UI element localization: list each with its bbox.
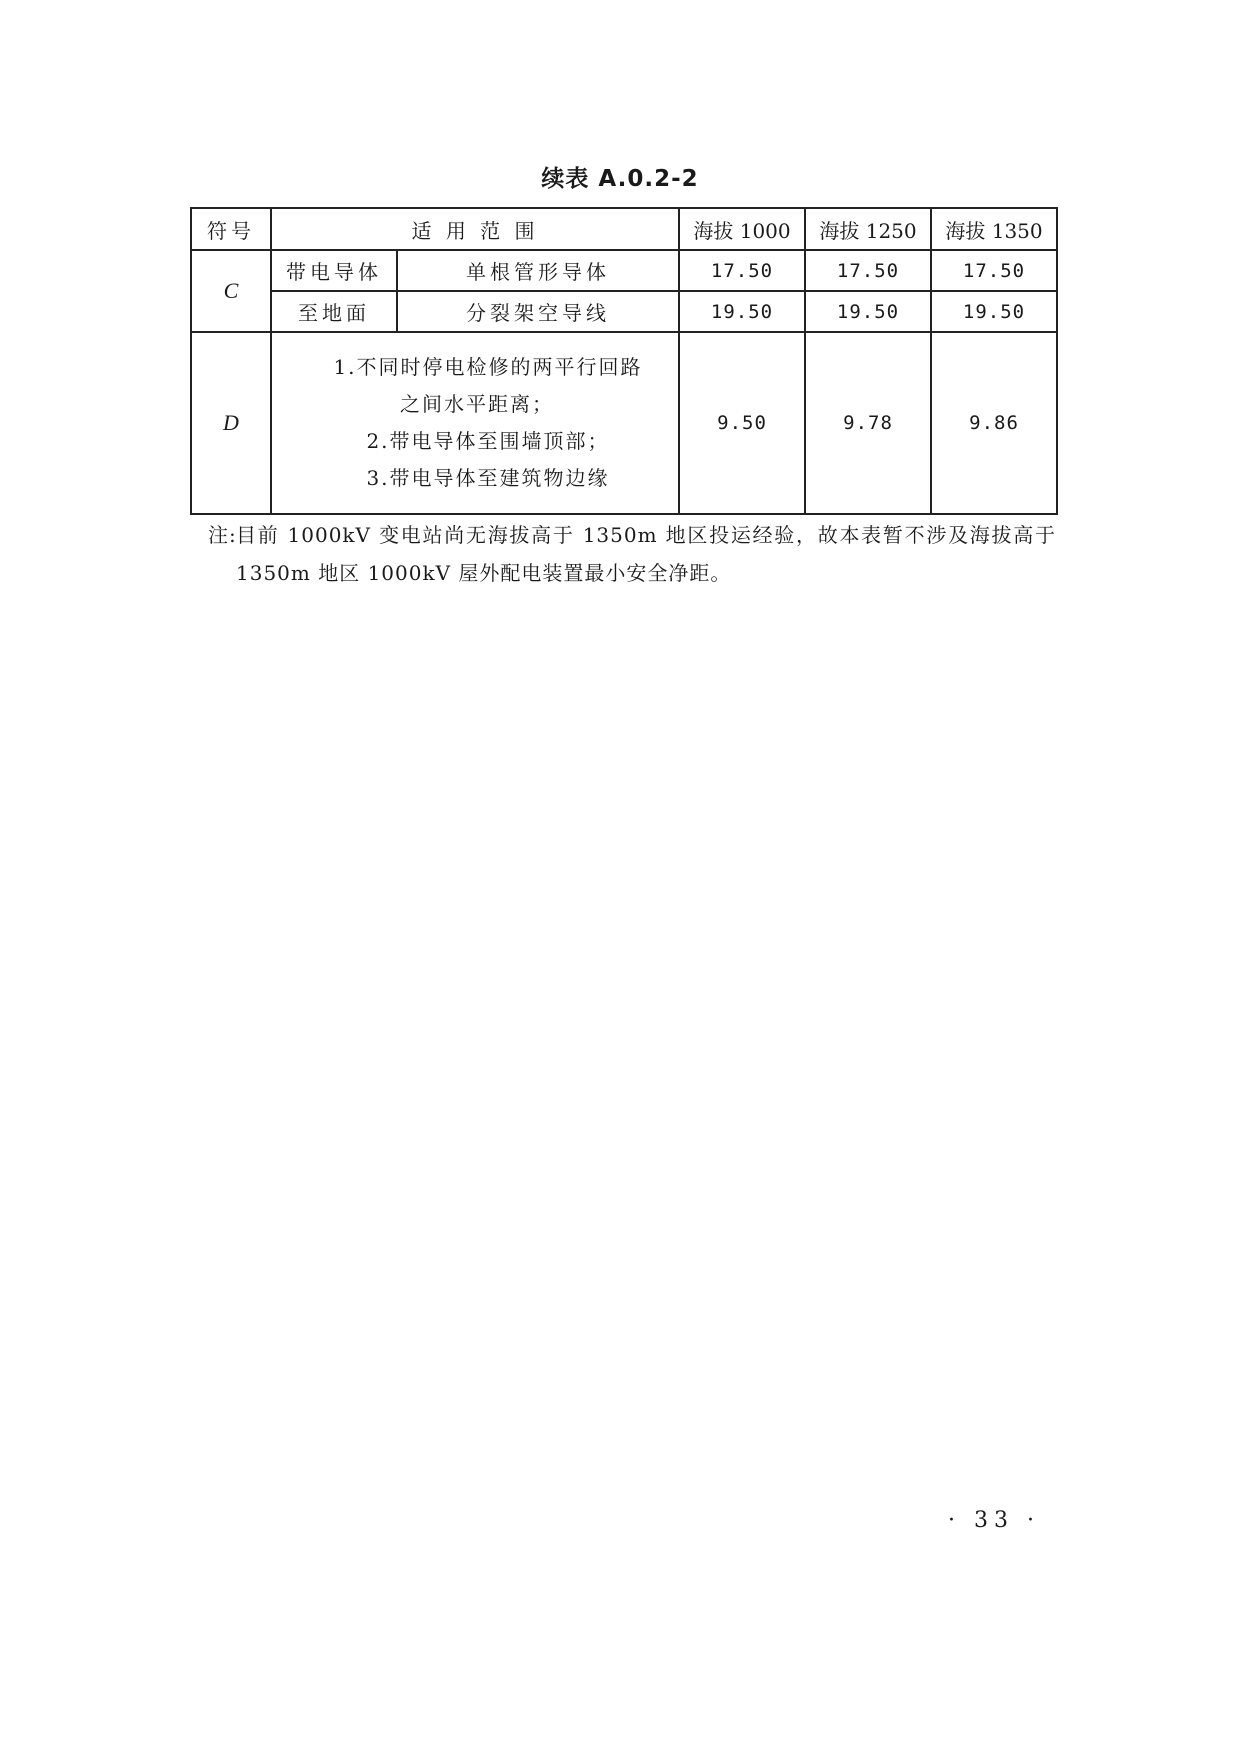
value-cell: 9.78: [805, 332, 931, 514]
group-label-line2: 至地面: [271, 291, 397, 332]
header-symbol: 符号: [191, 208, 271, 250]
value-cell: 19.50: [805, 291, 931, 332]
header-altitude-1000: 海拔 1000: [679, 208, 805, 250]
table-row-c2: [191, 291, 1057, 332]
table-row-d: [191, 332, 1057, 514]
value-cell: 17.50: [805, 250, 931, 291]
header-scope: 适 用 范 围: [271, 208, 679, 250]
desc-d-line: 之间水平距离；: [400, 392, 554, 416]
desc-split-overhead-wire: 分裂架空导线: [397, 291, 679, 332]
value-cell: 19.50: [931, 291, 1057, 332]
desc-d-line: 2.带电导体至围墙顶部；: [366, 429, 610, 453]
group-label-line1: 带电导体: [271, 250, 397, 291]
symbol-c: C: [191, 250, 271, 332]
symbol-d: D: [191, 332, 271, 514]
table-row-c1: [191, 250, 1057, 291]
page-number: · 33 ·: [948, 1508, 1040, 1533]
note-text: 目前 1000kV 变电站尚无海拔高于 1350m 地区投运经验，故本表暂不涉及海拔高于 1350m 地区 1000kV 屋外配电装置最小安全净距。: [236, 523, 1056, 585]
desc-d-line: 1.不同时停电检修的两平行回路: [333, 355, 643, 379]
value-cell: 17.50: [931, 250, 1057, 291]
value-cell: 9.86: [931, 332, 1057, 514]
value-cell: 19.50: [679, 291, 805, 332]
desc-d-line: 3.带电导体至建筑物边缘: [366, 466, 610, 490]
header-altitude-1250: 海拔 1250: [805, 208, 931, 250]
table-header-row: [191, 208, 1057, 250]
clearance-table: [190, 207, 1058, 515]
desc-d-block: [271, 332, 679, 514]
desc-single-tube-conductor: 单根管形导体: [397, 250, 679, 291]
header-altitude-1350: 海拔 1350: [931, 208, 1057, 250]
value-cell: 17.50: [679, 250, 805, 291]
note-label: 注:: [208, 523, 237, 547]
value-cell: 9.50: [679, 332, 805, 514]
table-caption: 续表 A.0.2-2: [541, 166, 699, 192]
table-note: [208, 516, 1056, 592]
